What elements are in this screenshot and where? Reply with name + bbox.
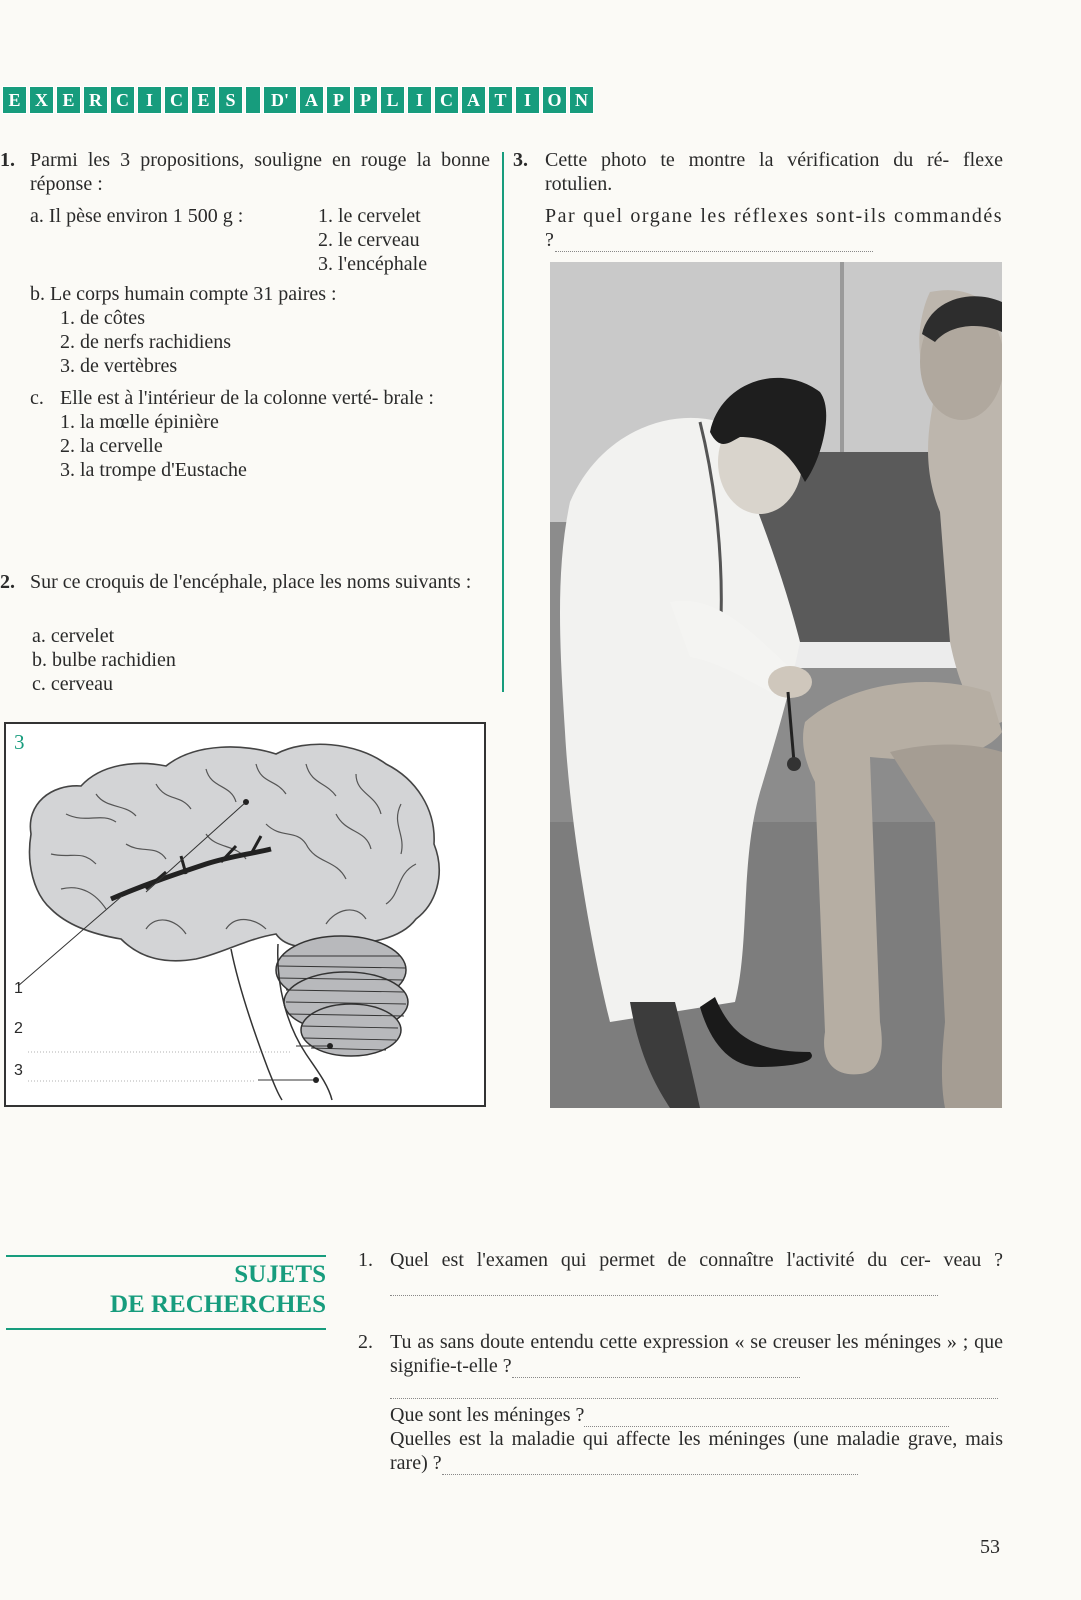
q1-b-text: Le corps humain compte 31 paires : — [50, 283, 337, 305]
q2-item: c. cerveau — [32, 673, 114, 695]
q2-intro: Sur ce croquis de l'encéphale, place les noms suivants : — [30, 571, 472, 593]
figure-label: 2 — [14, 1020, 23, 1037]
banner-letter: C — [110, 86, 135, 114]
q2-block — [0, 570, 490, 594]
banner-letter — [245, 86, 261, 114]
figure-label: 1 — [14, 980, 23, 997]
q1-intro: Parmi les 3 propositions, souligne en rouge la bonne réponse : — [30, 149, 490, 195]
banner-letter: C — [434, 86, 459, 114]
reflex-photo — [550, 262, 1002, 1108]
section-banner — [2, 86, 594, 114]
q2-number: 2. — [0, 571, 15, 593]
answer-line[interactable] — [584, 1408, 949, 1427]
q1-b-label: b. — [30, 283, 45, 305]
q1-c — [30, 386, 486, 482]
q1-a-label: a. — [30, 205, 44, 227]
sujets-title — [6, 1260, 326, 1320]
banner-letter: N — [569, 86, 594, 114]
sujets-q2-text: Tu as sans doute entendu cette expression « se creuser les méninges » ; que signifie-t-elle ? — [390, 1331, 1003, 1377]
q1-c-text: Elle est à l'intérieur de la colonne verté- brale : — [60, 387, 434, 409]
q1-b-option: 1. de côtes — [60, 307, 145, 329]
banner-letter: T — [488, 86, 513, 114]
brain-figure — [4, 722, 486, 1107]
figure-label: 3 — [14, 1062, 23, 1079]
q1-a-option: 2. le cerveau — [318, 229, 420, 251]
q3-question — [545, 204, 1003, 252]
banner-letter: P — [353, 86, 378, 114]
answer-line[interactable] — [442, 1456, 858, 1475]
q1-a-text: Il pèse environ 1 500 g : — [48, 205, 244, 227]
q1-b — [30, 282, 490, 378]
sujets-q1 — [358, 1248, 1003, 1296]
banner-letter: L — [380, 86, 405, 114]
banner-letter: X — [29, 86, 54, 114]
banner-letter: A — [461, 86, 486, 114]
banner-letter: D' — [263, 86, 297, 114]
q3-number: 3. — [513, 149, 528, 171]
banner-letter: I — [515, 86, 540, 114]
banner-letter: E — [191, 86, 216, 114]
brain-sketch-icon — [6, 724, 484, 1105]
q1-c-option: 1. la mœlle épinière — [60, 411, 219, 433]
q2-items — [32, 624, 332, 696]
q1-c-option: 2. la cervelle — [60, 435, 163, 457]
q1-block — [0, 148, 490, 196]
sujets-rule-bottom — [6, 1328, 326, 1330]
sujets-q1-text: Quel est l'examen qui permet de connaître l'activité du cer- veau ? — [390, 1249, 1003, 1271]
sujets-title-line: SUJETS — [234, 1261, 326, 1288]
q1-number: 1. — [0, 149, 15, 171]
q2-item: a. cervelet — [32, 625, 115, 647]
q1-b-option: 2. de nerfs rachidiens — [60, 331, 232, 353]
sujets-title-line: DE RECHERCHES — [109, 1291, 326, 1318]
q2-item: b. bulbe rachidien — [32, 649, 176, 671]
banner-letter: S — [218, 86, 243, 114]
banner-letter: I — [137, 86, 162, 114]
q1-c-option: 3. la trompe d'Eustache — [60, 459, 247, 481]
page-number: 53 — [980, 1536, 1000, 1558]
answer-line[interactable] — [555, 233, 873, 252]
sujets-q2-number: 2. — [358, 1331, 373, 1353]
banner-letter: O — [542, 86, 567, 114]
sujets-rule-top — [6, 1255, 326, 1257]
banner-letter: E — [2, 86, 27, 114]
q1-a-option: 1. le cervelet — [318, 205, 421, 227]
q1-a-option: 3. l'encéphale — [318, 253, 428, 275]
figure-number: 3 — [14, 730, 25, 754]
q3-block — [513, 148, 1003, 196]
sujets-q2b-text: Que sont les méninges ? — [390, 1404, 585, 1426]
sujets-q2c-text: Quelles est la maladie qui affecte les méninges (une maladie grave, mais rare) ? — [390, 1428, 1003, 1474]
answer-line[interactable] — [512, 1359, 800, 1378]
column-divider — [502, 152, 504, 692]
banner-letter: I — [407, 86, 432, 114]
sujets-q1-number: 1. — [358, 1249, 373, 1271]
banner-letter: P — [326, 86, 351, 114]
sujets-q2 — [358, 1330, 1003, 1475]
banner-letter: R — [83, 86, 108, 114]
banner-letter: C — [164, 86, 189, 114]
q1-c-label: c. — [30, 387, 44, 409]
q3-question-text: Par quel organe les réflexes sont-ils commandés ? — [545, 205, 1003, 251]
reflex-photo-icon — [550, 262, 1002, 1108]
q1-b-option: 3. de vertèbres — [60, 355, 178, 377]
banner-letter: A — [299, 86, 324, 114]
q3-text: Cette photo te montre la vérification du ré- flexe rotulien. — [545, 149, 1003, 195]
answer-line[interactable] — [390, 1378, 998, 1399]
banner-letter: E — [56, 86, 81, 114]
answer-line[interactable] — [390, 1277, 938, 1296]
q1-a-options — [318, 204, 488, 276]
